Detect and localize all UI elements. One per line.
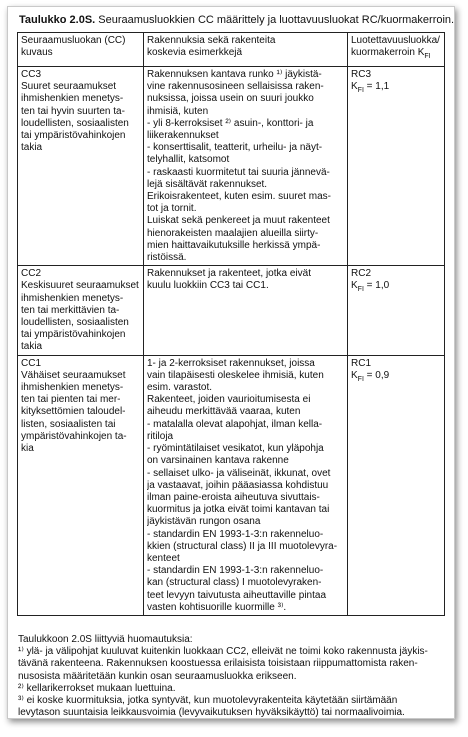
description-line: listen, sosiaalisten tai (21, 418, 116, 430)
load-factor: $K_{FI} = 0,9$ (351, 369, 390, 383)
table-title: Seuraamusluokkien CC määrittely ja luottavuusluokat RC/kuormakerroin. (95, 14, 455, 26)
reliability-cell (348, 67, 445, 266)
description-line: ten tai pienten tai mer- (21, 394, 121, 406)
example-line: on varsinainen kantava rakenne (147, 455, 289, 467)
example-line: - konserttisalit, teatterit, urheilu- ja näyt- (147, 142, 323, 154)
description-line: tai ympäristövahinkojen (21, 329, 126, 341)
example-line: - raskaasti kuormitetut tai suuria jännevä- (147, 166, 330, 178)
description-line: Suuret seuraamukset (21, 81, 117, 93)
example-line: telyhallit, katsomot (147, 154, 230, 166)
example-line: esim. varastot. (147, 382, 213, 394)
reliability-cell (348, 355, 445, 615)
example-line: - standardin EN 1993-1-3:n rakenneluo- (147, 528, 324, 540)
description-line: ten tai merkittävien ta- (21, 304, 120, 316)
description-line: kia (21, 443, 34, 455)
notes-heading: Taulukkoon 2.0S liittyviä huomautuksia: (18, 634, 193, 645)
description-line: ihmishenkien menetys- (21, 292, 124, 304)
description-line: ihmishenkien menetys- (21, 382, 124, 394)
example-line: - sellaiset ulko- ja väliseinät, ikkunat, ovet (147, 467, 331, 479)
example-line: - ryömintätilaiset vesikatot, kun yläpohja (147, 443, 324, 455)
reliability-class: RC2 (351, 268, 372, 280)
example-line: tot ja tornit. (147, 203, 197, 215)
examples-cell (144, 67, 348, 266)
consequence-class-table (17, 32, 445, 616)
example-line: 1- ja 2-kerroksiset rakennukset, joissa (147, 357, 315, 369)
description-line: ihmishenkien menetys- (21, 93, 124, 105)
description-line: ten tai hyvin suurten ta- (21, 105, 125, 117)
description-line: Vähäiset seuraamukset (21, 369, 126, 381)
reliability-class: RC1 (351, 357, 372, 369)
table-row (18, 355, 445, 615)
example-line: teet levyyn taivutusta aiheuttaville pintaa (147, 589, 326, 601)
description-line: takia (21, 341, 43, 353)
example-line: ja vastaavat, joihin pääasiassa kohdistuu (147, 479, 329, 491)
cc-description-cell (18, 266, 144, 355)
examples-cell (144, 355, 348, 615)
header-reliability-class: Luotettavuusluokka/ kuormakerroin $K_{FI}$ (348, 33, 445, 67)
reliability-class: RC3 (351, 69, 372, 80)
example-line: Erikoisrakenteet, kuten esim. suuret mas- (147, 191, 331, 203)
reliability-cell (348, 266, 445, 355)
example-line: ristöissä. (147, 252, 187, 264)
note-line: nusosista määritetään kunkin osan seuraamusluokka erikseen. (18, 670, 297, 682)
example-line: vain tilapäisesti oleskelee ihmisiä, kuten (147, 369, 324, 381)
example-line: hienorakeisten maalajien alueilla siirty- (147, 227, 319, 239)
example-line: lejä sisältävät rakennukset. (147, 178, 268, 190)
example-line: - standardin EN 1993-1-3:n rakenneluo- (147, 565, 324, 577)
example-line: Rakennukset ja rakenteet, jotka eivät (147, 268, 311, 280)
cc-description-cell (18, 355, 144, 615)
consequence-class: CC1 (21, 357, 42, 369)
consequence-class: CC2 (21, 268, 42, 280)
table-notes (18, 634, 446, 719)
note-line: ²⁾ kellarikerrokset mukaan luettuina. (18, 682, 176, 694)
example-line: jäykistävän rungon osana (147, 516, 261, 528)
note-line: tävänä rakenteena. Rakennuksen koostuessa erilaisista toisistaan riippumattomista raken- (18, 658, 418, 670)
load-factor: $K_{FI} = 1,1$ (351, 81, 390, 94)
consequence-class: CC3 (21, 69, 42, 80)
example-line: kuormitus ja jotka eivät toimi kantavan tai (147, 504, 330, 516)
example-line: - yli 8-kerroksiset ²⁾ asuin-, konttori- ja (147, 117, 314, 129)
example-line: nuksissa, joissa usein on suuri joukko (147, 93, 314, 105)
example-line: ilman paine-eroista aiheutuva sivuttais- (147, 491, 320, 503)
description-line: tai ympäristövahinkojen (21, 130, 126, 142)
examples-cell (144, 266, 348, 355)
description-line: ympäristövahinkojen ta- (21, 430, 127, 442)
example-line: liikerakennukset (147, 130, 219, 142)
table-row (18, 67, 445, 266)
example-line: - matalalla olevat alapohjat, ilman kella- (147, 418, 323, 430)
example-line: kan (structural class) I muotolevyraken- (147, 577, 322, 589)
example-line: aiheudu merkittävää vaaraa, kuten (147, 406, 301, 418)
table-caption (19, 14, 454, 26)
note-line: ¹⁾ ylä- ja välipohjat kuuluvat kuitenkin luokkaan CC2, elleivät ne toimi koko rakennusta jäykis- (18, 646, 428, 658)
header-examples: Rakennuksia sekä rakenteita koskevia esimerkkejä (144, 33, 348, 67)
note-line: ³⁾ ei koske kuormituksia, jotka syntyvät, kun muotolevyrakenteita käytetään siirtämään (18, 695, 398, 707)
cc-description-cell (18, 67, 144, 266)
example-line: kkien (structural class) II ja III muotolevyra- (147, 540, 338, 552)
example-line: kenteet (147, 552, 180, 564)
example-line: Rakenteet, joiden vaurioitumisesta ei (147, 394, 311, 406)
example-line: Luiskat sekä penkereet ja muut rakenteet (147, 215, 330, 227)
description-line: loudellisten, sosiaalisten (21, 117, 129, 129)
description-line: kityksettömien taloudel- (21, 406, 126, 418)
table-row (18, 266, 445, 355)
description-line: takia (21, 142, 43, 154)
example-line: ritiloja (147, 430, 174, 442)
example-line: vasten kohtisuorille kuormille ³⁾. (147, 601, 287, 613)
document-page (7, 6, 455, 719)
example-line: vine rakennusosineen sellaisissa raken- (147, 81, 324, 93)
load-factor: $K_{FI} = 1,0$ (351, 280, 390, 293)
example-line: ihmisiä, kuten (147, 105, 209, 117)
example-line: kuulu luokkiin CC3 tai CC1. (147, 280, 269, 292)
description-line: loudellisten, sosiaalisten (21, 317, 129, 329)
example-line: Rakennuksen kantava runko ¹⁾ jäykistä- (147, 69, 322, 80)
table-header-row (18, 33, 445, 67)
note-line: levytason suuntaisia leikkausvoimia (levyvaikutuksen hyväksikäyttö) tai normaalivoimia. (18, 707, 405, 719)
example-line: mien haittavaikutuksille herkissä ympä- (147, 239, 321, 251)
header-cc-description: Seuraamusluokan (CC) kuvaus (18, 33, 144, 67)
table-number: Taulukko 2.0S. (19, 14, 96, 26)
description-line: Keskisuuret seuraamukset (21, 280, 139, 292)
